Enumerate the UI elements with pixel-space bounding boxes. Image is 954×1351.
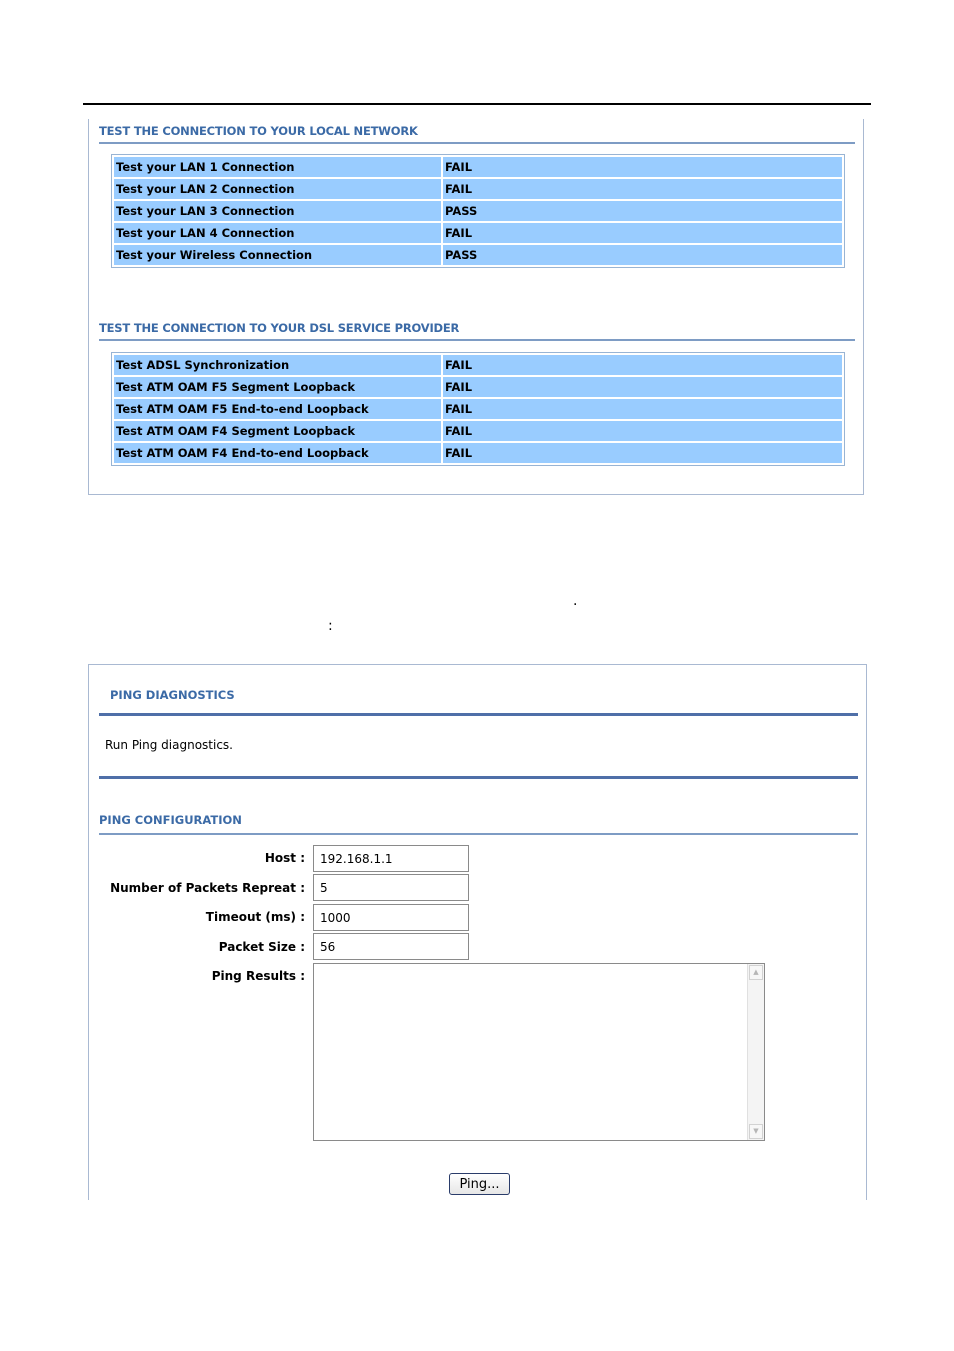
host-label: Host : [264, 851, 305, 865]
test-label: Test your Wireless Connection [114, 245, 441, 265]
section-divider [99, 833, 858, 835]
test-label: Test ATM OAM F4 Segment Loopback [114, 421, 441, 441]
ping-configuration-title: PING CONFIGURATION [99, 813, 242, 827]
timeout-label: Timeout (ms) : [205, 910, 305, 924]
host-input[interactable] [313, 845, 469, 872]
local-network-tests-table [111, 154, 845, 268]
test-result: PASS [443, 245, 842, 265]
ping-diagnostics-title: PING DIAGNOSTICS [110, 688, 235, 702]
test-label: Test ATM OAM F4 End-to-end Loopback [114, 443, 441, 463]
local-network-section-title: TEST THE CONNECTION TO YOUR LOCAL NETWORK [99, 124, 418, 138]
test-label: Test ATM OAM F5 Segment Loopback [114, 377, 441, 397]
table-row [114, 179, 842, 199]
test-label: Test ATM OAM F5 End-to-end Loopback [114, 399, 441, 419]
ping-description: Run Ping diagnostics. [105, 738, 233, 752]
test-result: FAIL [443, 377, 842, 397]
dsl-provider-section-title: TEST THE CONNECTION TO YOUR DSL SERVICE PROVIDER [99, 321, 460, 335]
section-divider [99, 339, 855, 341]
dsl-provider-tests-table [111, 352, 845, 466]
test-result: PASS [443, 201, 842, 221]
stray-colon: : [328, 618, 333, 634]
table-row [114, 201, 842, 221]
test-result: FAIL [443, 355, 842, 375]
results-scrollbar[interactable] [747, 964, 764, 1140]
table-row [114, 223, 842, 243]
test-label: Test ADSL Synchronization [114, 355, 441, 375]
ping-results-label: Ping Results : [211, 969, 305, 983]
packet-size-label: Packet Size : [218, 940, 305, 954]
table-row [114, 399, 842, 419]
table-row [114, 421, 842, 441]
timeout-input[interactable] [313, 904, 469, 931]
test-result: FAIL [443, 399, 842, 419]
section-divider [99, 142, 855, 144]
scroll-down-icon[interactable]: ▼ [749, 1124, 763, 1139]
diagnostics-panel [88, 119, 864, 495]
table-row [114, 377, 842, 397]
packet-size-input[interactable] [313, 933, 469, 960]
ping-diagnostics-panel [88, 664, 867, 1200]
table-row [114, 355, 842, 375]
section-divider [99, 713, 858, 716]
table-row [114, 443, 842, 463]
test-result: FAIL [443, 223, 842, 243]
table-row [114, 157, 842, 177]
packets-label: Number of Packets Repreat : [110, 881, 305, 895]
section-divider [99, 776, 858, 779]
test-label: Test your LAN 1 Connection [114, 157, 441, 177]
scroll-up-icon[interactable]: ▲ [749, 965, 763, 980]
packets-input[interactable] [313, 874, 469, 901]
test-result: FAIL [443, 157, 842, 177]
test-result: FAIL [443, 421, 842, 441]
stray-dot: . [573, 593, 578, 609]
test-label: Test your LAN 2 Connection [114, 179, 441, 199]
ping-button[interactable]: Ping... [449, 1173, 510, 1195]
table-row [114, 245, 842, 265]
test-result: FAIL [443, 179, 842, 199]
page-top-rule [83, 103, 871, 105]
test-label: Test your LAN 3 Connection [114, 201, 441, 221]
test-result: FAIL [443, 443, 842, 463]
test-label: Test your LAN 4 Connection [114, 223, 441, 243]
ping-results-textarea[interactable] [313, 963, 765, 1141]
